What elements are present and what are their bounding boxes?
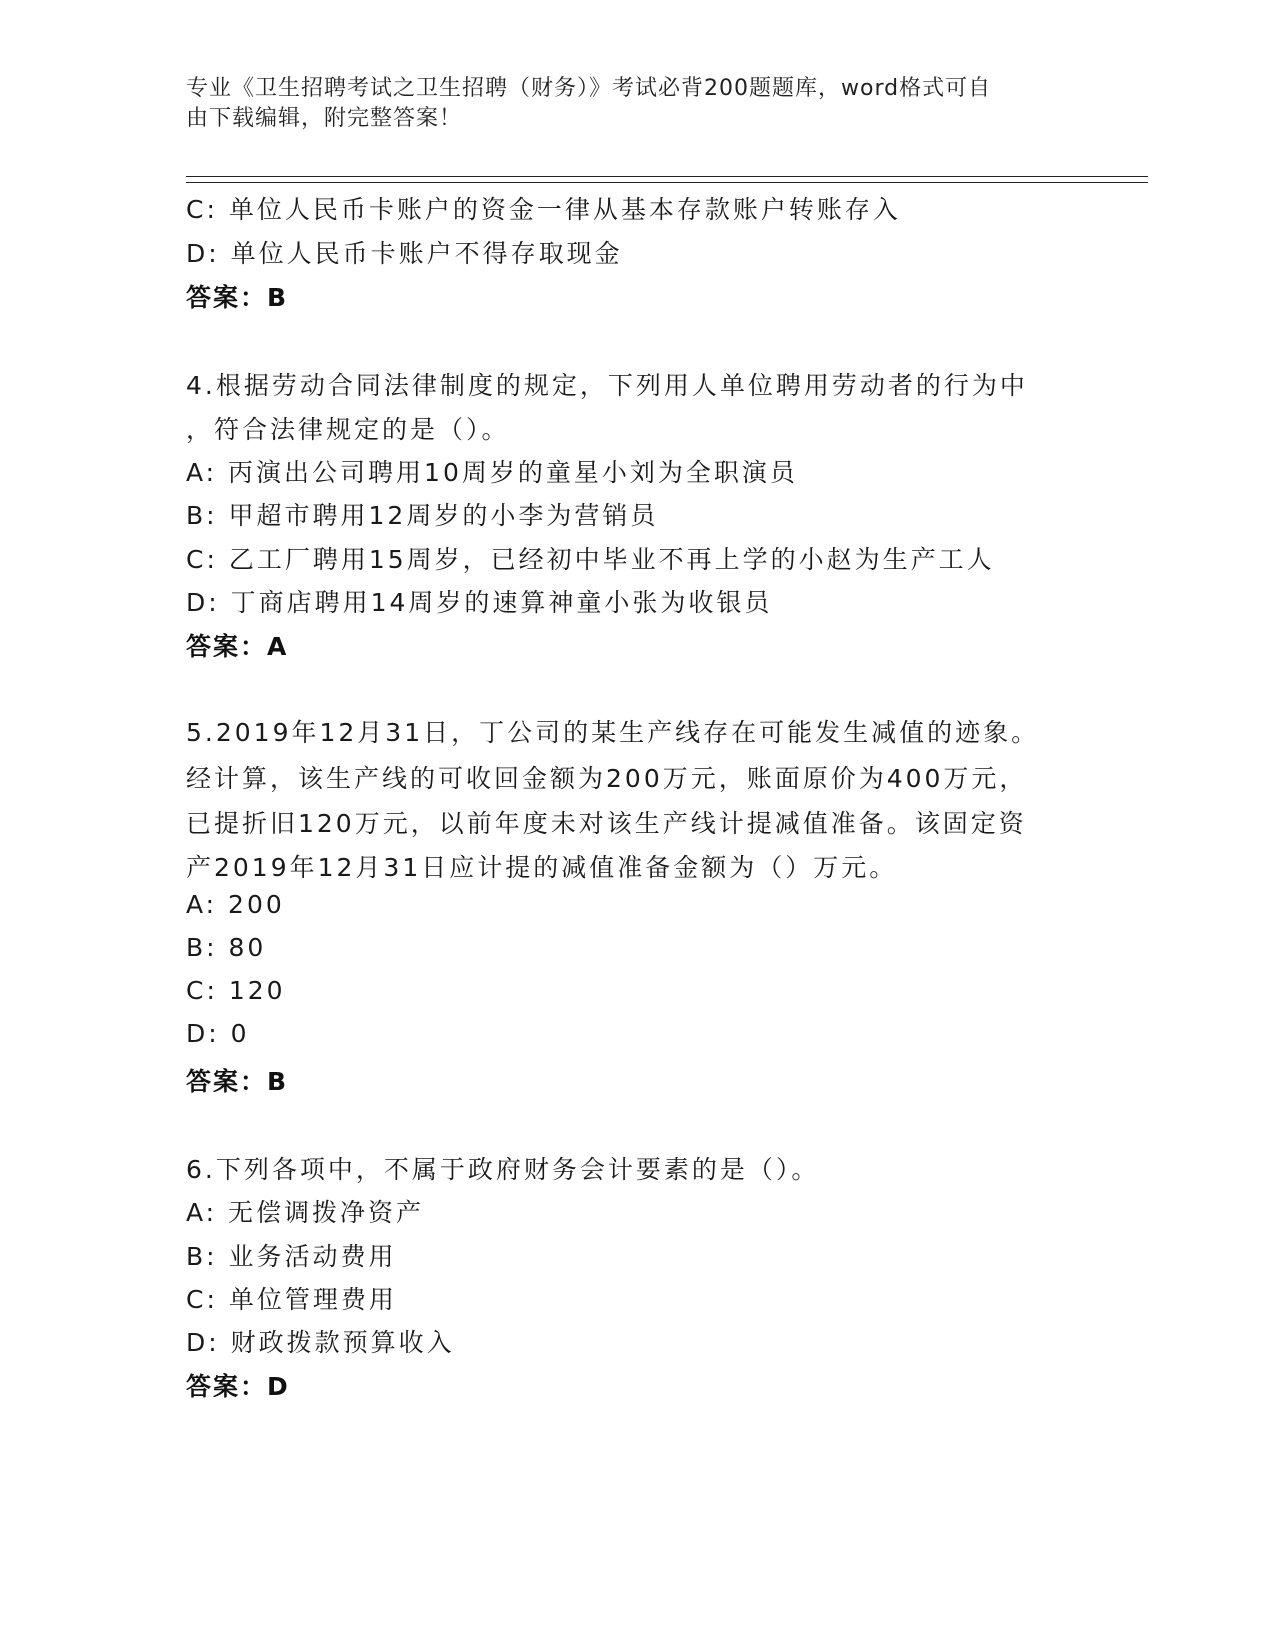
q4-answer: 答案：A (186, 632, 289, 661)
q5-answer: 答案：B (186, 1067, 289, 1096)
q4-option-b: B: 甲超市聘用12周岁的小李为营销员 (186, 501, 659, 530)
q4-option-a: A: 丙演出公司聘用10周岁的童星小刘为全职演员 (186, 458, 798, 487)
q4-option-c: C: 乙工厂聘用15周岁，已经初中毕业不再上学的小赵为生产工人 (186, 545, 995, 574)
q5-stem-line-1: 5.2019年12月31日，丁公司的某生产线存在可能发生减值的迹象。 (186, 718, 1040, 747)
q4-stem-line-1: 4.根据劳动合同法律制度的规定，下列用人单位聘用劳动者的行为中 (186, 371, 1028, 400)
q6-answer: 答案：D (186, 1372, 290, 1401)
q4-option-d: D: 丁商店聘用14周岁的速算神童小张为收银员 (186, 588, 773, 617)
q5-option-c: C: 120 (186, 976, 286, 1005)
q6-option-b: B: 业务活动费用 (186, 1242, 397, 1271)
q5-option-d: D: 0 (186, 1019, 250, 1048)
q4-stem-line-2: ，符合法律规定的是（）。 (186, 415, 510, 444)
q3-option-d: D: 单位人民币卡账户不得存取现金 (186, 239, 623, 268)
q3-option-c: C: 单位人民币卡账户的资金一律从基本存款账户转账存入 (186, 195, 901, 224)
q6-stem-line-1: 6.下列各项中，不属于政府财务会计要素的是（）。 (186, 1155, 820, 1184)
q6-option-d: D: 财政拨款预算收入 (186, 1328, 455, 1357)
q3-answer: 答案：B (186, 283, 289, 312)
header-divider-bottom (186, 182, 1148, 183)
q5-stem-line-3: 已提折旧120万元，以前年度未对该生产线计提减值准备。该固定资 (186, 809, 1027, 838)
q6-option-c: C: 单位管理费用 (186, 1285, 397, 1314)
q5-stem-line-2: 经计算，该生产线的可收回金额为200万元，账面原价为400万元， (186, 764, 1028, 793)
q6-option-a: A: 无偿调拨净资产 (186, 1198, 425, 1227)
document-header (186, 74, 1066, 134)
q5-stem-line-4: 产2019年12月31日应计提的减值准备金额为（）万元。 (186, 853, 898, 882)
header-line-1: 专业《卫生招聘考试之卫生招聘（财务）》考试必背200题题库，word格式可自 (186, 76, 992, 101)
header-divider-top (186, 176, 1148, 177)
header-line-2: 由下载编辑，附完整答案！ (186, 106, 463, 131)
q5-option-a: A: 200 (186, 890, 285, 919)
q5-option-b: B: 80 (186, 933, 267, 962)
